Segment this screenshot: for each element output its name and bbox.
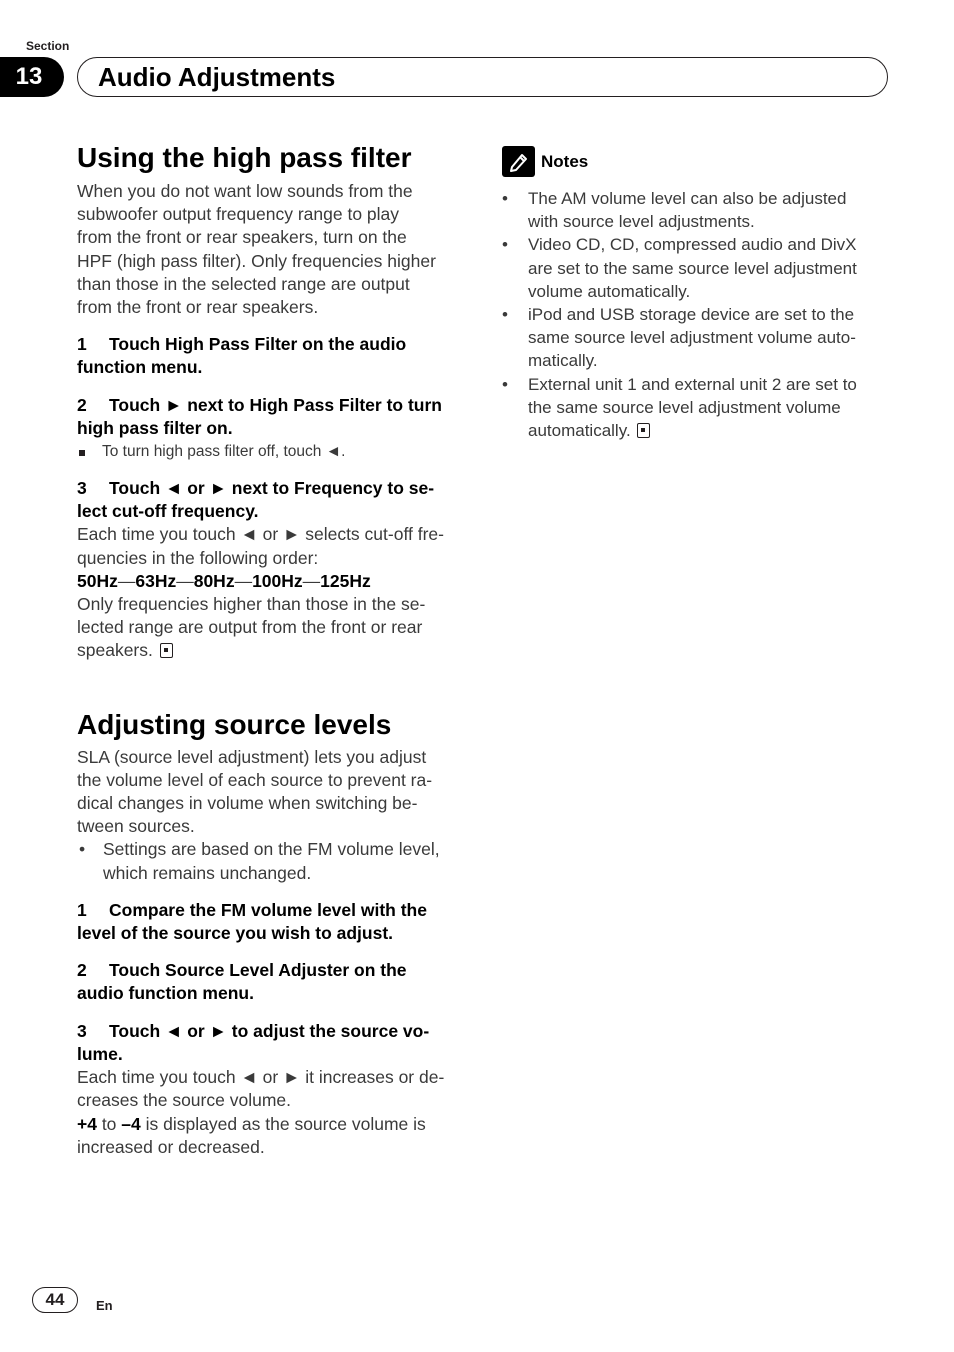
note-item xyxy=(502,373,872,443)
notes-list xyxy=(502,187,872,442)
text-line: volume automatically. xyxy=(528,281,691,301)
hpf-intro xyxy=(77,180,465,319)
step-text: Touch ◄ or ► next to Frequency to se- xyxy=(109,478,435,499)
step-text: function menu. xyxy=(77,357,203,378)
frequency-value: 63Hz xyxy=(135,570,177,591)
square-bullet-icon xyxy=(79,450,85,456)
text-line: from the front or rear speakers, turn on the xyxy=(77,227,407,248)
bullet-icon: • xyxy=(502,189,508,208)
text-line: When you do not want low sounds from the xyxy=(77,181,413,201)
step-text: level of the source you wish to adjust. xyxy=(77,923,394,944)
text-line: Video CD, CD, compressed audio and DivX xyxy=(528,235,857,255)
text-line: Each time you touch ◄ or ► selects cut-off fre- xyxy=(77,524,444,545)
step-number: 2 xyxy=(77,960,87,981)
sla-step-3 xyxy=(77,1020,465,1066)
text-line: dical changes in volume when switching be- xyxy=(77,793,418,814)
hpf-step-2 xyxy=(77,394,465,440)
text-line: the volume level of each source to prevent ra- xyxy=(77,769,433,790)
note-item xyxy=(502,187,872,233)
hpf-step-3 xyxy=(77,477,465,523)
hpf-outro xyxy=(77,593,465,663)
sla-heading: Adjusting source levels xyxy=(77,708,392,740)
separator: — xyxy=(302,570,321,591)
range-line xyxy=(77,1113,465,1136)
text-line: SLA (source level adjustment) lets you adjust xyxy=(77,746,427,767)
text-line: which remains unchanged. xyxy=(103,862,312,883)
end-mark-icon xyxy=(637,423,650,438)
notes-box xyxy=(502,146,872,442)
sla-step-3-body xyxy=(77,1066,465,1159)
separator: — xyxy=(176,570,194,591)
text-fragment: to xyxy=(96,1113,122,1134)
separator: — xyxy=(234,570,253,591)
text-line: same source level adjustment volume auto- xyxy=(528,328,856,348)
note-text: To turn high pass filter off, touch ◄. xyxy=(102,443,346,461)
step-text: Touch ◄ or ► to adjust the source vo- xyxy=(109,1020,430,1041)
range-max: +4 xyxy=(77,1113,97,1134)
text-fragment: is displayed as the source volume is xyxy=(140,1113,426,1134)
frequency-sequence xyxy=(77,570,465,593)
frequency-value: 50Hz xyxy=(77,570,118,591)
frequency-value: 80Hz xyxy=(193,570,235,591)
frequency-value: 125Hz xyxy=(320,570,371,591)
text-line: with source level adjustments. xyxy=(528,212,755,232)
text-line: tween sources. xyxy=(77,816,195,837)
text-line: speakers. xyxy=(77,640,153,661)
bullet-icon: • xyxy=(502,235,508,255)
left-column xyxy=(77,140,465,1159)
hpf-heading: Using the high pass filter xyxy=(77,142,412,173)
bullet-icon: • xyxy=(79,839,86,860)
text-line: quencies in the following order: xyxy=(77,547,319,568)
step-number: 3 xyxy=(77,1020,87,1041)
hpf-step-1 xyxy=(77,333,465,379)
end-mark-icon xyxy=(160,643,173,658)
step-text: lume. xyxy=(77,1043,123,1064)
bullet-icon: • xyxy=(502,305,508,325)
notes-title: Notes xyxy=(541,151,589,171)
text-line: the same source level adjustment volume xyxy=(528,397,841,417)
note-item xyxy=(502,303,872,373)
text-line: Only frequencies higher than those in the se- xyxy=(77,594,426,615)
step-number: 1 xyxy=(77,899,87,920)
text-line: Each time you touch ◄ or ► it increases or de- xyxy=(77,1067,445,1088)
step-text: high pass filter on. xyxy=(77,417,233,438)
hpf-step-2-note xyxy=(77,441,465,463)
step-text: Touch High Pass Filter on the audio xyxy=(109,334,407,355)
note-item xyxy=(502,233,872,303)
section-number-tab: 13 xyxy=(0,57,64,97)
text-line: creases the source volume. xyxy=(77,1090,291,1111)
step-text: audio function menu. xyxy=(77,983,254,1004)
step-number: 3 xyxy=(77,478,87,499)
hpf-step-3-body xyxy=(77,523,465,569)
text-line: matically. xyxy=(528,351,598,371)
separator: — xyxy=(117,570,136,591)
text-line: from the front or rear speakers. xyxy=(77,297,319,318)
text-line: are set to the same source level adjustment xyxy=(528,258,857,278)
sla-bullet xyxy=(77,838,465,884)
text-line: External unit 1 and external unit 2 are set to xyxy=(528,374,857,394)
text-line: subwoofer output frequency range to play xyxy=(77,204,400,225)
page-number: 44 xyxy=(32,1287,78,1313)
text-line: The AM volume level can also be adjusted xyxy=(528,189,847,208)
text-line: lected range are output from the front or rear xyxy=(77,617,423,638)
step-text: lect cut-off frequency. xyxy=(77,501,259,522)
text-line: increased or decreased. xyxy=(77,1136,265,1157)
step-text: Touch ► next to High Pass Filter to turn xyxy=(109,394,442,415)
step-text: Touch Source Level Adjuster on the xyxy=(109,960,407,981)
step-text: Compare the FM volume level with the xyxy=(109,899,427,920)
notes-header xyxy=(502,146,872,177)
text-line: HPF (high pass filter). Only frequencies higher xyxy=(77,250,436,271)
frequency-value: 100Hz xyxy=(252,570,303,591)
language-label: En xyxy=(96,1298,113,1313)
text-line: than those in the selected range are output xyxy=(77,273,410,294)
sla-step-2 xyxy=(77,959,465,1005)
pencil-note-icon xyxy=(502,146,535,177)
sla-intro xyxy=(77,746,465,839)
step-number: 2 xyxy=(77,394,87,415)
header-title: Audio Adjustments xyxy=(98,62,336,92)
text-line: automatically. xyxy=(528,421,631,441)
text-line: iPod and USB storage device are set to the xyxy=(528,305,855,325)
text-line: Settings are based on the FM volume level, xyxy=(103,839,440,860)
step-number: 1 xyxy=(77,334,87,355)
range-min: –4 xyxy=(121,1113,141,1134)
sla-step-1 xyxy=(77,899,465,945)
section-label: Section xyxy=(26,39,70,53)
bullet-icon: • xyxy=(502,374,508,394)
